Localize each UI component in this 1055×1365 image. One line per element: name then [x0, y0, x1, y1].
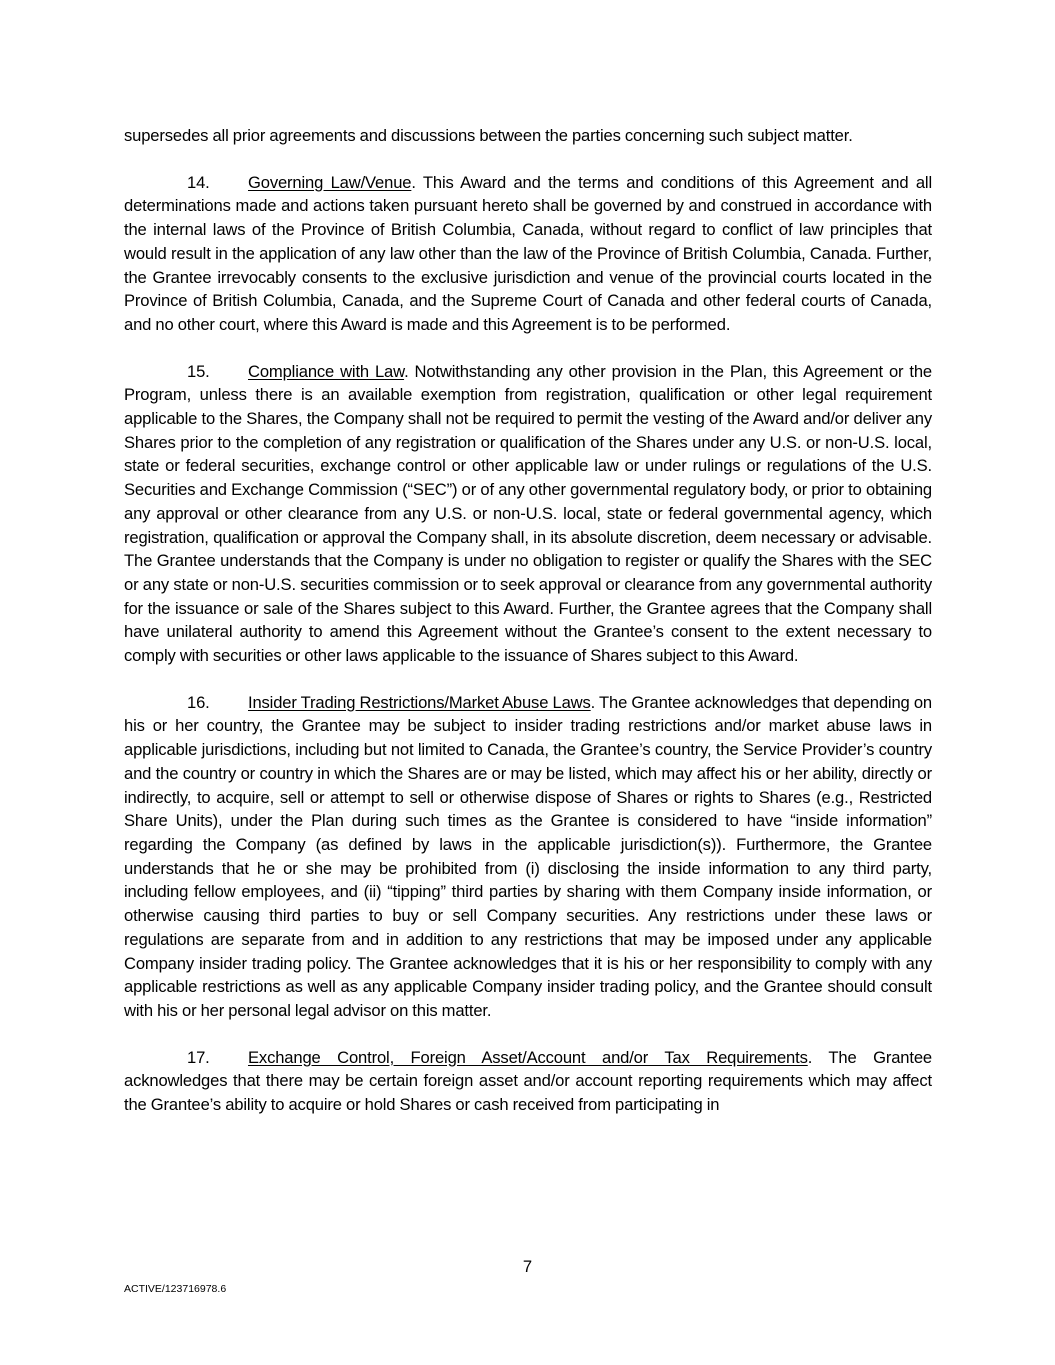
section-17-body: . The Grantee acknowledges that there may be certain foreign asset and/or account reporting requirements which may affect the Grantee’s ability to acquire or hold Shares or cash received from participating in: [124, 1047, 932, 1115]
page-number: 7: [522, 1257, 533, 1276]
section-17-number: 17.: [187, 1047, 210, 1067]
section-14-body: . This Award and the terms and conditions of this Agreement and all determinations made and actions taken pursuant hereto shall be governed by and construed in accordance with the internal laws of the Province of British Columbia, Canada, without regard to conflict of law principles that would result in the application of any law other than the law of the Province of British Columbia, Canada. Further, the Grantee irrevocably consents to the exclusive jurisdiction and venue of the provincial courts located in the Province of British Columbia, Canada, and the Supreme Court of Canada and other federal courts of Canada, and no other court, where this Award is made and this Agreement is to be performed.: [124, 172, 932, 334]
section-17-heading: Exchange Control, Foreign Asset/Account and/or Tax Requirements: [248, 1047, 808, 1067]
intro-paragraph: supersedes all prior agreements and discussions between the parties concerning such subject matter.: [124, 126, 853, 145]
section-14-number: 14.: [187, 172, 210, 192]
section-15-heading: Compliance with Law: [248, 361, 405, 381]
section-14-heading: Governing Law/Venue: [248, 172, 412, 192]
document-body: [124, 124, 932, 1140]
section-14-paragraph: [124, 171, 932, 337]
section-15-paragraph: [124, 360, 932, 668]
section-16-body: . The Grantee acknowledges that depending on his or her country, the Grantee may be subject to insider trading restrictions and/or market abuse laws in applicable jurisdictions, including but not limited to Canada, the Grantee’s country, the Service Provider’s country and the country or country in which the Shares are or may be listed, which may affect his or her ability, directly or indirectly, to acquire, sell or attempt to sell or otherwise dispose of Shares or rights to Shares (e.g., Restricted Share Units), under the Plan during such times as the Grantee is considered to have “inside information” regarding the Company (as defined by laws in the applicable jurisdiction(s)). Furthermore, the Grantee understands that he or she may be prohibited from (i) disclosing the inside information to any third party, including fellow employees, and (ii) “tipping” third parties by sharing with them Company inside information, or otherwise causing third parties to buy or sell Company securities. Any restrictions under these laws or regulations are separate from and in addition to any restrictions that may be imposed under any applicable Company insider trading policy. The Grantee acknowledges that it is his or her responsibility to comply with any applicable restrictions as well as any applicable Company insider trading policy, and the Grantee should consult with his or her personal legal advisor on this matter.: [124, 692, 933, 1020]
document-id: ACTIVE/123716978.6: [124, 1283, 227, 1295]
section-16-heading: Insider Trading Restrictions/Market Abuse Laws: [248, 692, 591, 712]
section-16-paragraph: [124, 691, 932, 1023]
section-17-paragraph: [124, 1046, 932, 1117]
section-15-body: . Notwithstanding any other provision in the Plan, this Agreement or the Program, unless there is an available exemption from registration, qualification or other legal requirement applicable to the Shares, the Company shall not be required to permit the vesting of the Award and/or deliver any Shares prior to the completion of any registration or qualification of the Shares under any U.S. or non-U.S. local, state or federal securities, exchange control or other applicable law or under rulings or regulations of the U.S. Securities and Exchange Commission (“SEC”) or of any other governmental regulatory body, or prior to obtaining any approval or other clearance from any U.S. or non-U.S. local, state or federal governmental agency, which registration, qualification or approval the Company shall, in its absolute discretion, deem necessary or advisable. The Grantee understands that the Company is under no obligation to register or qualify the Shares with the SEC or any state or non-U.S. securities commission or to seek approval or clearance from any governmental authority for the issuance or sale of the Shares subject to this Award. Further, the Grantee agrees that the Company shall have unilateral authority to amend this Agreement without the Grantee’s consent to the extent necessary to comply with securities or other laws applicable to the issuance of Shares subject to this Award.: [124, 361, 932, 666]
section-15-number: 15.: [187, 361, 210, 381]
section-16-number: 16.: [187, 692, 210, 712]
